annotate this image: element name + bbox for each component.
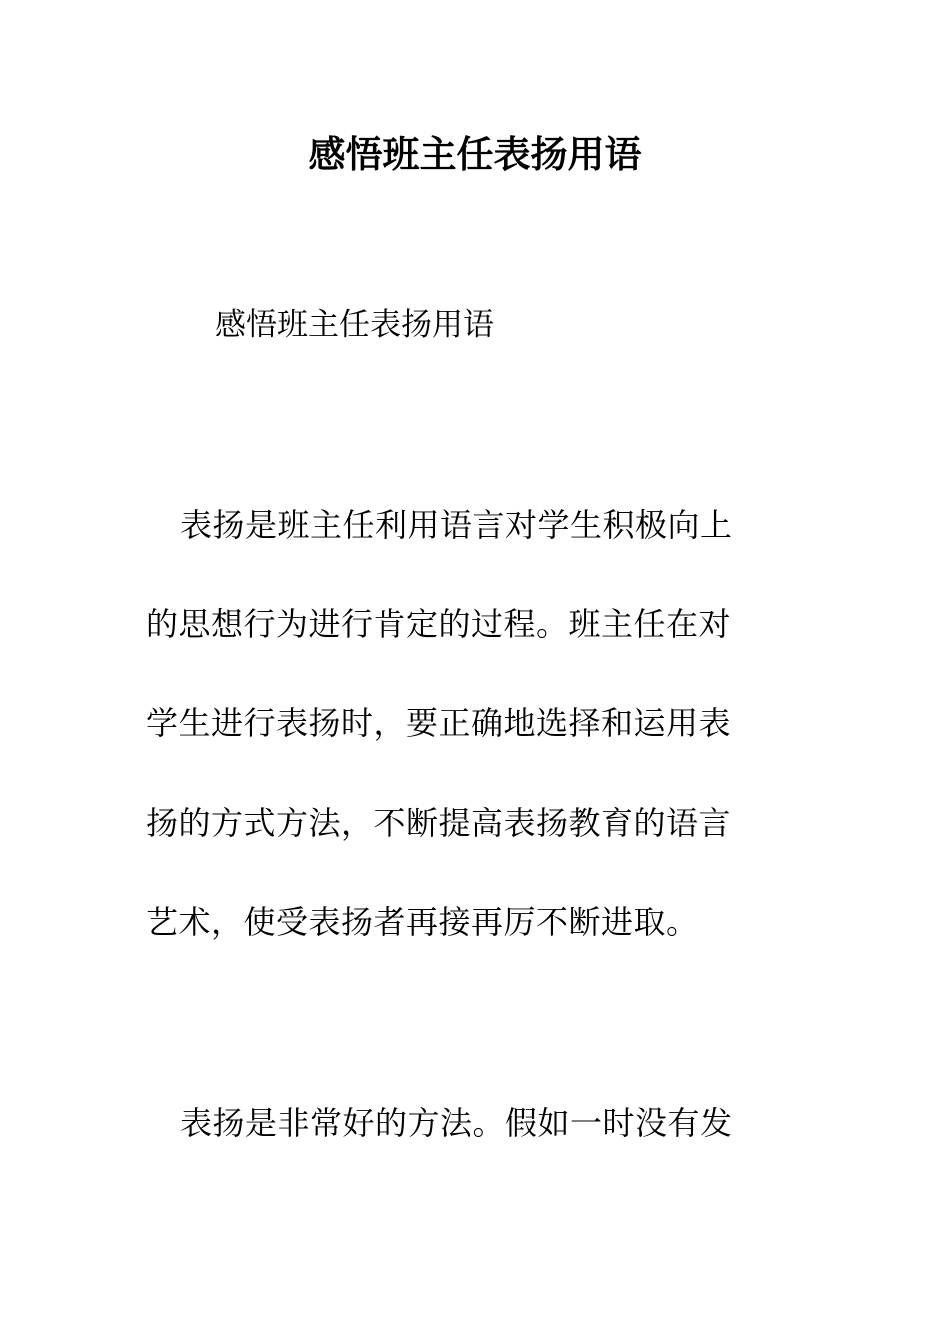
document-subtitle: 感悟班主任表扬用语 [215,307,494,343]
document-title: 感悟班主任表扬用语 [308,132,642,176]
paragraph-line: 的思想行为进行肯定的过程。班主任在对 [146,605,732,643]
paragraph-line: 表扬是班主任利用语言对学生积极向上 [180,506,733,544]
paragraph-line: 艺术，使受表扬者再接再厉不断进取。 [146,903,699,941]
paragraph-line: 表扬是非常好的方法。假如一时没有发 [180,1104,733,1142]
paragraph-line: 学生进行表扬时，要正确地选择和运用表 [146,704,732,742]
paragraph-line: 扬的方式方法，不断提高表扬教育的语言 [146,804,732,842]
